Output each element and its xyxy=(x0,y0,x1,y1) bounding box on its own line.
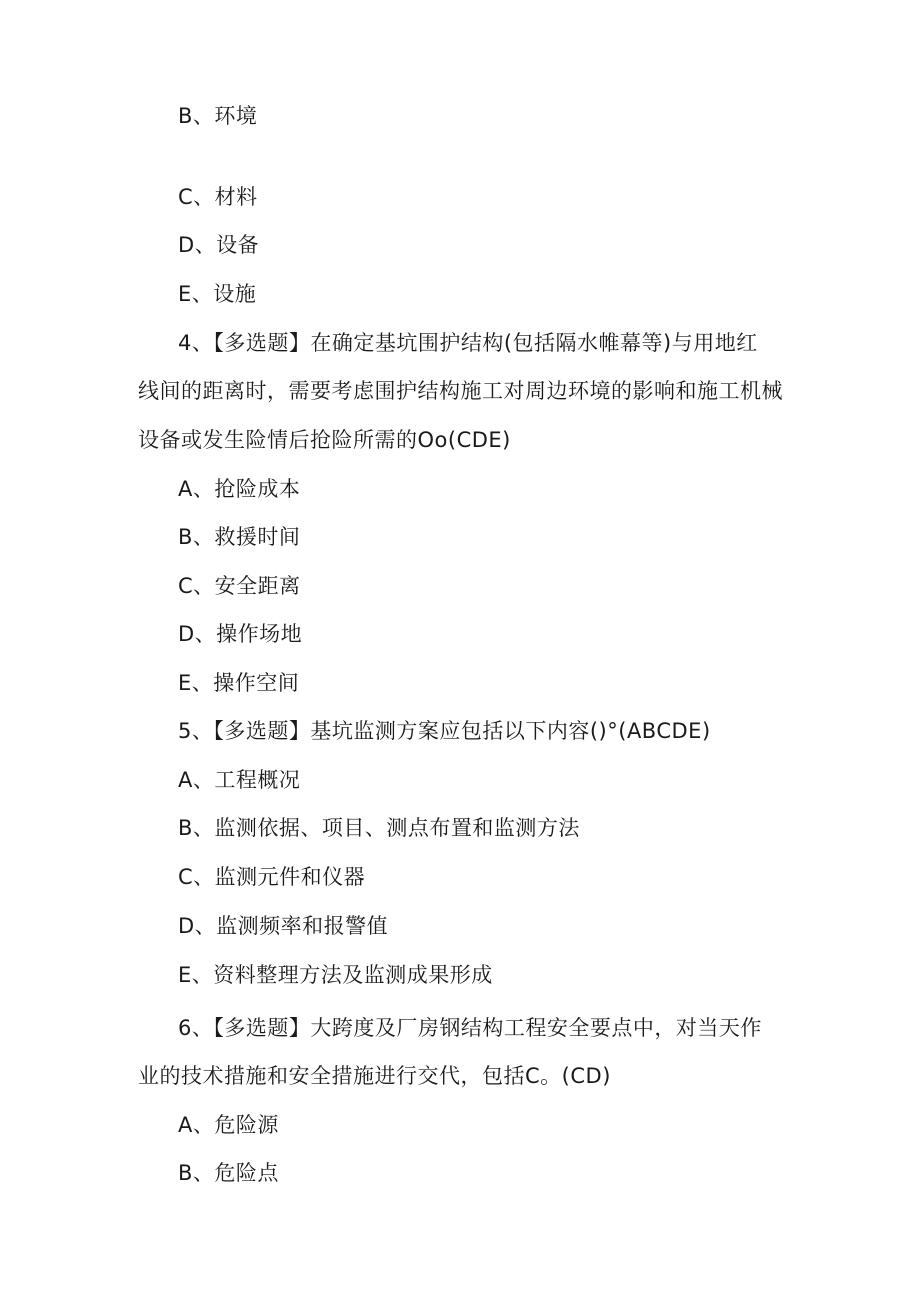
option-e-facilities: E、设施 xyxy=(178,282,257,306)
q4-option-a: A、抢险成本 xyxy=(178,477,301,501)
q4-option-b: B、救援时间 xyxy=(178,525,301,549)
q5-option-e: E、资料整理方法及监测成果形成 xyxy=(178,963,493,987)
question-4-line-3: 设备或发生险情后抢险所需的Oo(CDE) xyxy=(138,428,511,452)
question-5: 5、【多选题】基坑监测方案应包括以下内容()°(ABCDE) xyxy=(178,719,711,743)
q4-option-c: C、安全距离 xyxy=(178,574,301,598)
option-d-equipment: D、设备 xyxy=(178,233,260,257)
q5-option-b: B、监测依据、项目、测点布置和监测方法 xyxy=(178,816,580,840)
option-c-materials: C、材料 xyxy=(178,185,258,209)
q5-option-a: A、工程概况 xyxy=(178,768,301,792)
question-6-line-1: 6、【多选题】大跨度及厂房钢结构工程安全要点中，对当天作 xyxy=(178,1016,762,1040)
q4-option-e: E、操作空间 xyxy=(178,671,300,695)
q6-option-b: B、危险点 xyxy=(178,1161,279,1185)
q4-option-d: D、操作场地 xyxy=(178,622,303,646)
question-4-line-1: 4、【多选题】在确定基坑围护结构(包括隔水帷幕等)与用地红 xyxy=(178,331,758,355)
question-6-line-2: 业的技术措施和安全措施进行交代，包括C。(CD) xyxy=(138,1064,611,1088)
q6-option-a: A、危险源 xyxy=(178,1113,279,1137)
q5-option-d: D、监测频率和报警值 xyxy=(178,914,389,938)
option-b-environment: B、环境 xyxy=(178,104,258,128)
q5-option-c: C、监测元件和仪器 xyxy=(178,865,366,889)
question-4-line-2: 线间的距离时，需要考虑围护结构施工对周边环境的影响和施工机械 xyxy=(138,379,783,403)
